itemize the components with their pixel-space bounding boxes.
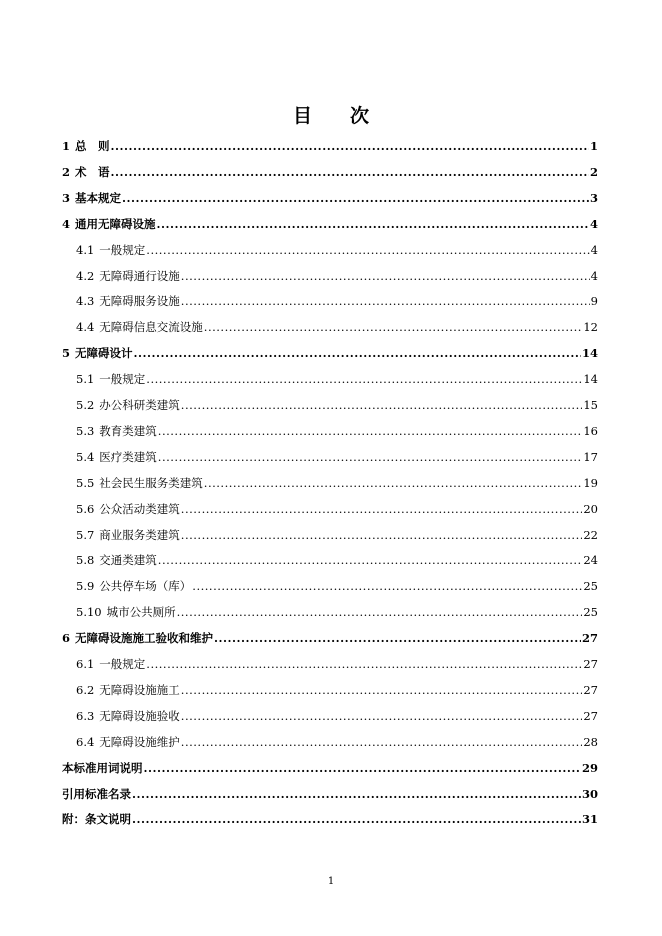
toc-entry[interactable] <box>62 216 598 234</box>
toc-entry-page: 27 <box>583 683 598 697</box>
toc-entry-page: 4 <box>590 243 598 257</box>
toc-entry[interactable] <box>62 760 598 778</box>
toc-entry[interactable] <box>62 475 598 493</box>
toc-entry[interactable] <box>62 449 598 467</box>
toc-dot-leader <box>134 346 581 360</box>
toc-entry[interactable] <box>62 630 598 648</box>
toc-entry-number: 3 <box>62 191 71 205</box>
toc-entry[interactable] <box>62 604 598 622</box>
toc-entry-page: 15 <box>583 398 598 412</box>
toc-entry-number: 4.4 <box>76 320 95 334</box>
toc-dot-leader <box>181 294 590 308</box>
toc-entry-page: 14 <box>581 346 598 360</box>
toc-entry-label: 无障碍设施施工验收和维护 <box>75 631 214 645</box>
toc-entry-number: 4.2 <box>76 269 95 283</box>
page-title: 目 次 <box>292 105 369 127</box>
toc-entry[interactable] <box>62 708 598 726</box>
toc-entry-number: 1 <box>62 139 71 153</box>
toc-entry-number: 5.6 <box>76 502 95 516</box>
toc-entry-page: 16 <box>583 424 598 438</box>
toc-entry[interactable] <box>62 527 598 545</box>
toc-dot-leader <box>132 787 581 801</box>
toc-entry-label: 通用无障碍设施 <box>75 217 156 231</box>
toc-entry-number: 6.4 <box>76 735 95 749</box>
toc-dot-leader <box>158 424 583 438</box>
toc-entry-number: 5.4 <box>76 450 95 464</box>
toc-entry[interactable] <box>62 345 598 363</box>
toc-dot-leader <box>214 631 581 645</box>
toc-entry[interactable] <box>62 138 598 156</box>
toc-dot-leader <box>177 605 583 619</box>
toc-entry-label: 医疗类建筑 <box>99 450 157 464</box>
toc-entry-number: 5.9 <box>76 579 95 593</box>
toc-entry-label: 社会民生服务类建筑 <box>99 476 203 490</box>
toc-dot-leader <box>146 372 582 386</box>
toc-dot-leader <box>204 476 583 490</box>
toc-entry-page: 29 <box>581 761 598 775</box>
toc-entry-page: 4 <box>590 269 598 283</box>
toc-entry-label: 引用标准名录 <box>62 787 131 801</box>
toc-dot-leader <box>192 579 582 593</box>
toc-entry-page: 25 <box>583 579 598 593</box>
toc-entry-number: 5 <box>62 346 71 360</box>
toc-entry-label: 术 语 <box>75 165 110 179</box>
toc-entry-number: 6.1 <box>76 657 95 671</box>
toc-entry-number: 5.7 <box>76 528 95 542</box>
toc-entry-label: 公众活动类建筑 <box>99 502 180 516</box>
toc-dot-leader <box>181 735 583 749</box>
toc-entry-page: 19 <box>583 476 598 490</box>
toc-entry-page: 1 <box>589 139 598 153</box>
toc-dot-leader <box>132 812 581 826</box>
toc-entry[interactable] <box>62 242 598 260</box>
toc-entry-page: 31 <box>581 812 598 826</box>
toc-entry-number: 2 <box>62 165 71 179</box>
toc-dot-leader <box>181 398 583 412</box>
toc-entry-page: 17 <box>583 450 598 464</box>
toc-dot-leader <box>204 320 583 334</box>
toc-entry-page: 25 <box>583 605 598 619</box>
toc-dot-leader <box>181 683 583 697</box>
toc-entry[interactable] <box>62 397 598 415</box>
toc-dot-leader <box>181 709 583 723</box>
toc-entry-label: 无障碍服务设施 <box>99 294 180 308</box>
toc-entry-label: 一般规定 <box>99 372 146 386</box>
toc-entry-page: 27 <box>583 709 598 723</box>
toc-entry-page: 22 <box>583 528 598 542</box>
toc-entry[interactable] <box>62 501 598 519</box>
toc-entry-number: 4 <box>62 217 71 231</box>
toc-entry-page: 30 <box>581 787 598 801</box>
toc-entry-label: 交通类建筑 <box>99 553 157 567</box>
toc-entry-number: 4.3 <box>76 294 95 308</box>
toc-entry-label: 无障碍信息交流设施 <box>99 320 203 334</box>
toc-entry-label: 附：条文说明 <box>62 812 131 826</box>
toc-entry[interactable] <box>62 552 598 570</box>
toc-entry-page: 12 <box>583 320 598 334</box>
toc-entry-page: 24 <box>583 553 598 567</box>
toc-entry-label: 一般规定 <box>99 243 146 257</box>
toc-entry-label: 无障碍设计 <box>75 346 133 360</box>
toc-entry-label: 无障碍设施施工 <box>99 683 180 697</box>
toc-entry-page: 4 <box>589 217 598 231</box>
toc-dot-leader <box>181 269 590 283</box>
toc-entry[interactable] <box>62 164 598 182</box>
toc-dot-leader <box>181 528 583 542</box>
toc-entry[interactable] <box>62 734 598 752</box>
toc-dot-leader <box>111 165 589 179</box>
toc-entry-number: 4.1 <box>76 243 95 257</box>
toc-entry-label: 商业服务类建筑 <box>99 528 180 542</box>
page-number: 1 <box>327 876 335 887</box>
toc-entry-number: 5.10 <box>76 605 102 619</box>
toc-entry[interactable] <box>62 682 598 700</box>
toc-entry-number: 6.2 <box>76 683 95 697</box>
toc-entry-label: 一般规定 <box>99 657 146 671</box>
toc-dot-leader <box>158 450 583 464</box>
toc-entry[interactable] <box>62 656 598 674</box>
toc-entry-number: 5.1 <box>76 372 95 386</box>
toc-entry-label: 总 则 <box>75 139 110 153</box>
toc-entry-number: 5.8 <box>76 553 95 567</box>
toc-entry-page: 2 <box>589 165 598 179</box>
toc-dot-leader <box>146 243 589 257</box>
toc-entry[interactable] <box>62 371 598 389</box>
toc-entry-label: 办公科研类建筑 <box>99 398 180 412</box>
toc-entry[interactable] <box>62 268 598 286</box>
toc-entry-page: 27 <box>581 631 598 645</box>
toc-dot-leader <box>144 761 581 775</box>
toc-entry-page: 9 <box>590 294 598 308</box>
toc-entry[interactable] <box>62 811 598 829</box>
toc-dot-leader <box>181 502 583 516</box>
toc-entry-label: 无障碍设施维护 <box>99 735 180 749</box>
toc-entry-label: 无障碍通行设施 <box>99 269 180 283</box>
toc-entry-label: 基本规定 <box>75 191 122 205</box>
toc-entry-number: 6 <box>62 631 71 645</box>
toc-entry-page: 27 <box>583 657 598 671</box>
toc-entry-label: 城市公共厕所 <box>106 605 176 619</box>
toc-entry[interactable] <box>62 578 598 596</box>
toc-entry-label: 本标准用词说明 <box>62 761 143 775</box>
toc-entry[interactable] <box>62 786 598 804</box>
toc-entry-page: 14 <box>583 372 598 386</box>
toc-dot-leader <box>146 657 582 671</box>
toc-entry-number: 5.3 <box>76 424 95 438</box>
toc-dot-leader <box>122 191 589 205</box>
toc-entry-number: 5.5 <box>76 476 95 490</box>
toc-dot-leader <box>157 217 589 231</box>
toc-entry[interactable] <box>62 293 598 311</box>
toc-dot-leader <box>111 139 589 153</box>
toc-entry-label: 无障碍设施验收 <box>99 709 180 723</box>
toc-entry-page: 20 <box>583 502 598 516</box>
toc-entry-number: 5.2 <box>76 398 95 412</box>
toc-entry-label: 教育类建筑 <box>99 424 157 438</box>
toc-entry[interactable] <box>62 423 598 441</box>
toc-entry-page: 3 <box>589 191 598 205</box>
toc-entry[interactable] <box>62 319 598 337</box>
toc-entry-number: 6.3 <box>76 709 95 723</box>
toc-dot-leader <box>158 553 583 567</box>
toc-entry-page: 28 <box>583 735 598 749</box>
toc-entry-label: 公共停车场（库） <box>99 579 192 593</box>
toc-entry[interactable] <box>62 190 598 208</box>
